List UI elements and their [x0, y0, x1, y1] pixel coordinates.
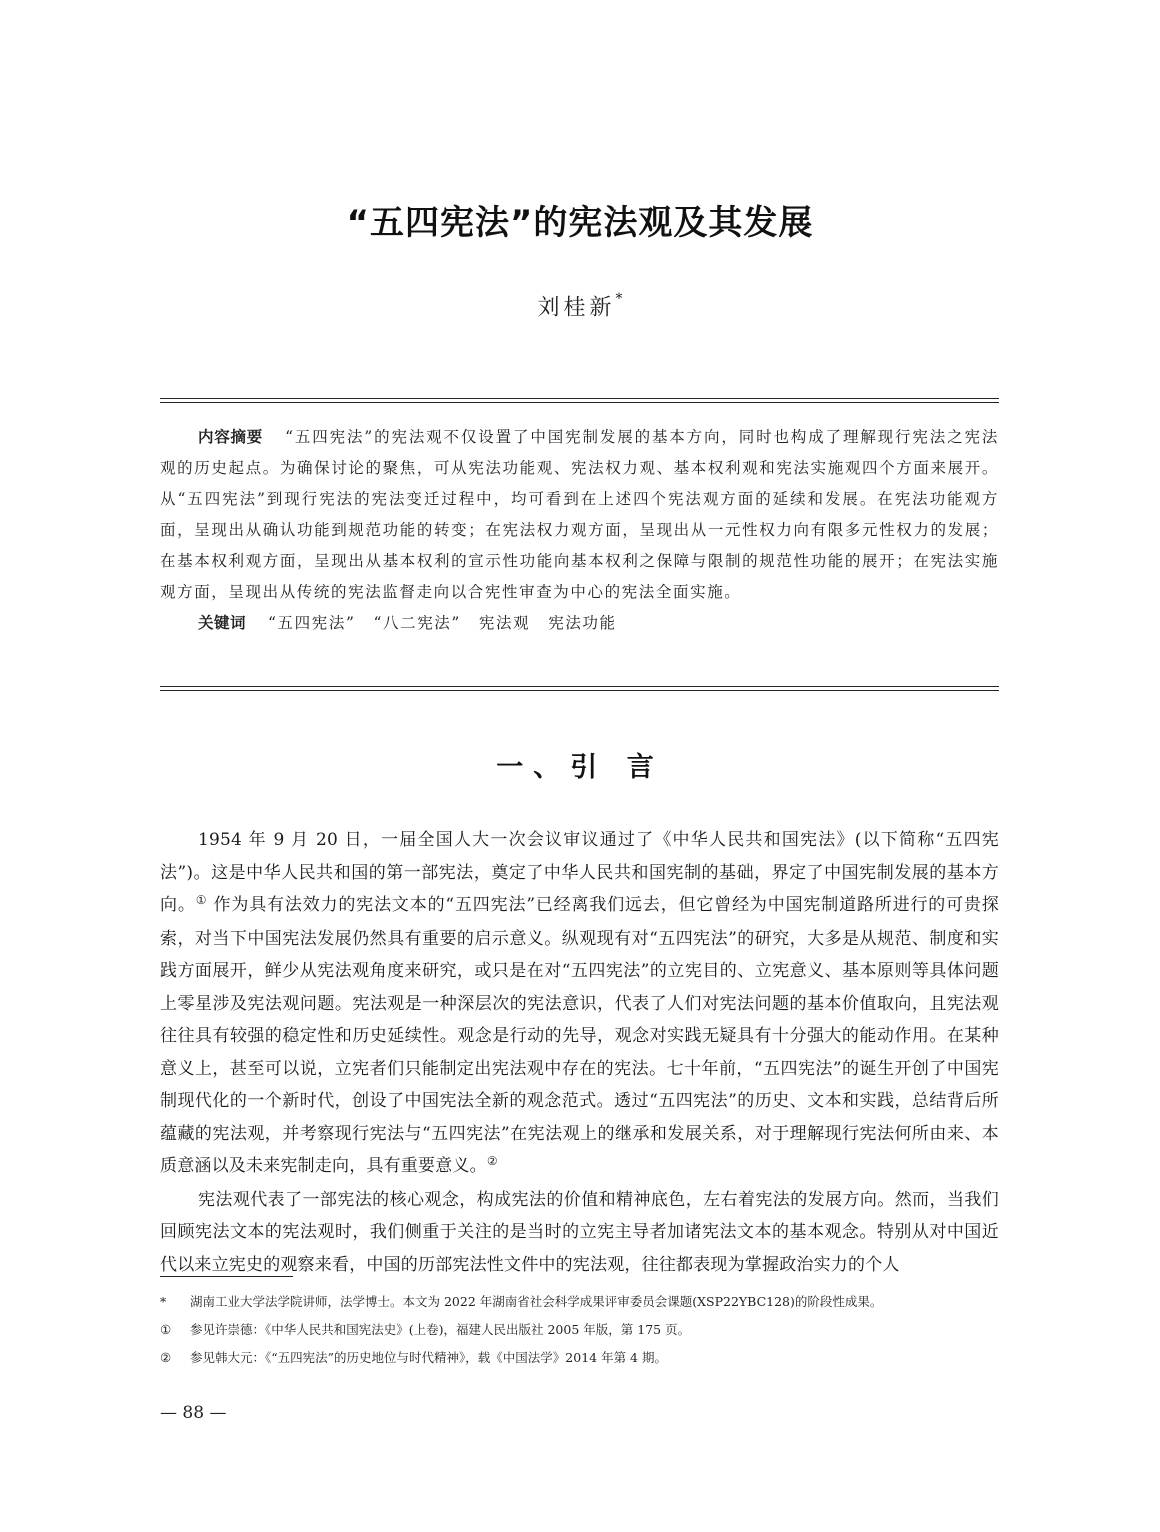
author-line	[0, 282, 1160, 322]
keywords-label: 关键词	[198, 614, 247, 632]
abstract-label: 内容摘要	[198, 428, 264, 446]
page-number: — 88 —	[160, 1403, 227, 1423]
abstract-top-rule	[160, 398, 999, 399]
author-footnote-mark: *	[615, 291, 623, 307]
footnote-mark: ①	[160, 1322, 172, 1337]
footnote-ref: ②	[486, 1154, 498, 1168]
footnotes	[160, 1288, 1020, 1372]
keyword-item: 宪法功能	[548, 614, 617, 632]
footnote-text: 参见韩大元：《“五四宪法”的历史地位与时代精神》，载《中国法学》2014 年第 4 期。	[190, 1350, 667, 1365]
abstract-bottom-rule-inner	[160, 686, 999, 687]
footnote	[160, 1344, 1020, 1372]
body-text-run: 1954 年 9 月 20 日，一届全国人大一次会议审议通过了《中华人民共和国宪法》(以下简称“五四宪法”)。这是中华人民共和国的第一部宪法，奠定了中华人民共和国宪制的基础，界定了中国宪制发展的基本方向。	[160, 830, 999, 915]
abstract-paragraph	[160, 422, 999, 608]
keywords-line	[160, 608, 999, 639]
author-name: 刘桂新	[537, 295, 616, 321]
body-paragraph: 宪法观代表了一部宪法的核心观念，构成宪法的价值和精神底色，左右着宪法的发展方向。然而，当我们回顾宪法文本的宪法观时，我们侧重于关注的是当时的立宪主导者加诸宪法文本的基本观念。特别从对中国近代以来立宪史的观察来看，中国的历部宪法性文件中的宪法观，往往都表现为掌握政治实力的个人	[160, 1189, 999, 1275]
footnote-text: 湖南工业大学法学院讲师，法学博士。本文为 2022 年湖南省社会科学成果评审委员会课题(XSP22YBC128)的阶段性成果。	[190, 1294, 883, 1309]
footnote-mark: *	[160, 1294, 167, 1309]
footnote	[160, 1316, 1020, 1344]
abstract-text: “五四宪法”的宪法观不仅设置了中国宪制发展的基本方向，同时也构成了理解现行宪法之宪法观的历史起点。为确保讨论的聚焦，可从宪法功能观、宪法权力观、基本权利观和宪法实施观四个方面来展开。从“五四宪法”到现行宪法的宪法变迁过程中，均可看到在上述四个宪法观方面的延续和发展。在宪法功能观方面，呈现出从确认功能到规范功能的转变；在宪法权力观方面，呈现出从一元性权力向有限多元性权力的发展；在基本权利观方面，呈现出从基本权利的宣示性功能向基本权利之保障与限制的规范性功能的展开；在宪法实施观方面，呈现出从传统的宪法监督走向以合宪性审查为中心的宪法全面实施。	[160, 428, 999, 601]
abstract-bottom-rule	[160, 690, 999, 691]
section-heading: 一、引 言	[496, 752, 664, 783]
article-title: “五四宪法”的宪法观及其发展	[346, 203, 814, 243]
body-paragraph	[160, 824, 999, 1184]
footnote-mark: ②	[160, 1350, 172, 1365]
keyword-item: “八二宪法”	[373, 614, 461, 632]
body-text-run: 作为具有法效力的宪法文本的“五四宪法”已经离我们远去，但它曾经为中国宪制道路所进行的可贵探索，对当下中国宪法发展仍然具有重要的启示意义。纵观现有对“五四宪法”的研究，大多是从规范、制度和实践方面展开，鲜少从宪法观角度来研究，或只是在对“五四宪法”的立宪目的、立宪意义、基本原则等具体问题上零星涉及宪法观问题。宪法观是一种深层次的宪法意识，代表了人们对宪法问题的基本价值取向，且宪法观往往具有较强的稳定性和历史延续性。观念是行动的先导，观念对实践无疑具有十分强大的能动作用。在某种意义上，甚至可以说，立宪者们只能制定出宪法观中存在的宪法。七十年前，“五四宪法”的诞生开创了中国宪制现代化的一个新时代，创设了中国宪法全新的观念范式。透过“五四宪法”的历史、文本和实践，总结背后所蕴藏的宪法观，并考察现行宪法与“五四宪法”在宪法观上的继承和发展关系，对于理解现行宪法何所由来、本质意涵以及未来宪制走向，具有重要意义。	[160, 895, 1000, 1176]
body-text	[160, 824, 999, 1281]
footnote-ref: ①	[195, 893, 208, 907]
keyword-item: “五四宪法”	[268, 614, 356, 632]
footnote-text: 参见许崇德：《中华人民共和国宪法史》(上卷)，福建人民出版社 2005 年版，第 175 页。	[190, 1322, 691, 1337]
abstract-top-rule-inner	[160, 402, 999, 403]
footnote-separator	[160, 1276, 293, 1277]
footnote	[160, 1288, 1020, 1316]
keyword-item: 宪法观	[478, 614, 531, 632]
abstract-block	[160, 422, 999, 639]
